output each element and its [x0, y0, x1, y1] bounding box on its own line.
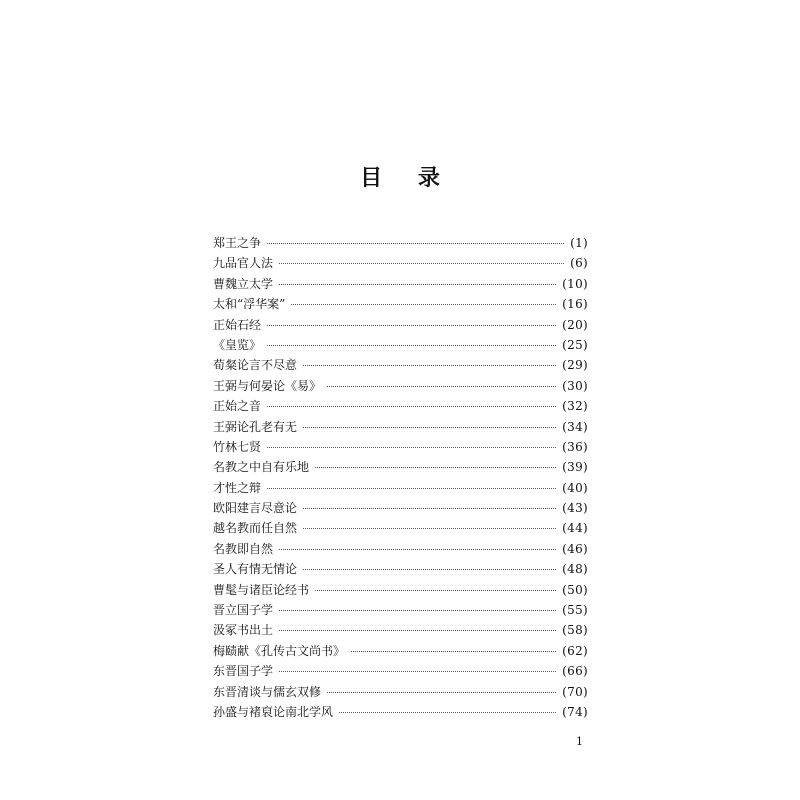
toc-entry	[213, 580, 588, 600]
toc-entry-page: (6)	[570, 256, 588, 271]
toc-entry-title: 郑王之争	[213, 236, 262, 250]
toc-entry-title: 才性之辩	[213, 480, 262, 495]
toc-dot-leader	[339, 712, 556, 713]
toc-dot-leader	[303, 569, 556, 570]
toc-entry	[213, 559, 588, 579]
table-of-contents	[213, 233, 588, 722]
toc-dot-leader	[291, 304, 556, 305]
toc-entry-title: 王弼论孔老有无	[213, 419, 298, 434]
toc-dot-leader	[267, 488, 556, 489]
toc-entry	[213, 355, 588, 375]
toc-entry-page: (29)	[562, 358, 588, 373]
toc-dot-leader	[303, 365, 556, 366]
toc-entry-page: (36)	[562, 439, 588, 454]
toc-entry-title: 名教即自然	[213, 541, 274, 556]
toc-entry-title: 欧阳建言尽意论	[213, 501, 298, 516]
toc-entry	[213, 539, 588, 559]
toc-entry-title: 名教之中自有乐地	[213, 460, 310, 475]
toc-entry-page: (30)	[562, 378, 588, 393]
toc-dot-leader	[267, 345, 556, 346]
toc-entry-page: (70)	[562, 684, 588, 699]
toc-entry	[213, 661, 588, 681]
toc-entry-title: 孙盛与褚裒论南北学风	[213, 704, 334, 719]
toc-entry-title: 王弼与何晏论《易》	[213, 378, 322, 393]
toc-entry-page: (43)	[562, 501, 588, 516]
toc-entry	[213, 253, 588, 273]
toc-dot-leader	[303, 508, 556, 509]
toc-entry	[213, 457, 588, 477]
toc-entry-page: (20)	[562, 317, 588, 332]
toc-entry	[213, 702, 588, 722]
toc-entry-page: (34)	[562, 419, 588, 434]
toc-entry	[213, 315, 588, 335]
toc-dot-leader	[267, 325, 556, 326]
toc-entry	[213, 498, 588, 518]
toc-entry-page: (74)	[562, 704, 588, 719]
toc-entry	[213, 376, 588, 396]
toc-entry-page: (1)	[570, 236, 588, 250]
toc-dot-leader	[279, 630, 556, 631]
toc-dot-leader	[327, 692, 556, 693]
toc-entry-title: 汲冢书出土	[213, 623, 274, 638]
toc-entry	[213, 641, 588, 661]
toc-dot-leader	[315, 467, 556, 468]
toc-entry-page: (10)	[562, 276, 588, 291]
toc-entry-page: (46)	[562, 541, 588, 556]
toc-dot-leader	[327, 386, 556, 387]
toc-entry	[213, 682, 588, 702]
toc-dot-leader	[303, 427, 556, 428]
toc-entry-page: (62)	[562, 643, 588, 658]
toc-entry-page: (55)	[562, 603, 588, 618]
toc-entry-page: (44)	[562, 521, 588, 536]
toc-entry	[213, 294, 588, 314]
toc-dot-leader	[279, 671, 556, 672]
toc-entry-title: 正始石经	[213, 317, 262, 332]
toc-entry	[213, 233, 588, 253]
toc-entry-title: 《皇览》	[213, 337, 262, 352]
toc-entry-page: (16)	[562, 297, 588, 312]
toc-entry	[213, 417, 588, 437]
toc-entry	[213, 396, 588, 416]
toc-entry	[213, 478, 588, 498]
toc-dot-leader	[279, 263, 564, 264]
toc-entry	[213, 274, 588, 294]
toc-entry-page: (48)	[562, 562, 588, 577]
toc-entry	[213, 620, 588, 640]
toc-entry-title: 晋立国子学	[213, 603, 274, 618]
toc-entry-title: 曹魏立太学	[213, 276, 274, 291]
toc-dot-leader	[267, 406, 556, 407]
toc-dot-leader	[279, 549, 556, 550]
toc-entry-page: (32)	[562, 399, 588, 414]
toc-entry-page: (40)	[562, 480, 588, 495]
toc-entry-page: (50)	[562, 582, 588, 597]
toc-dot-leader	[303, 528, 556, 529]
toc-dot-leader	[267, 243, 564, 244]
toc-entry-title: 东晋清谈与儒玄双修	[213, 684, 322, 699]
toc-dot-leader	[351, 651, 556, 652]
toc-entry-page: (39)	[562, 460, 588, 475]
toc-entry-title: 九品官人法	[213, 256, 274, 271]
toc-entry-page: (58)	[562, 623, 588, 638]
toc-entry-title: 荀粲论言不尽意	[213, 358, 298, 373]
toc-entry	[213, 518, 588, 538]
page-number: 1	[576, 735, 583, 748]
toc-entry-title: 越名教而任自然	[213, 521, 298, 536]
toc-entry-page: (25)	[562, 337, 588, 352]
toc-entry-title: 竹林七贤	[213, 439, 262, 454]
toc-dot-leader	[315, 590, 556, 591]
toc-entry	[213, 600, 588, 620]
toc-entry	[213, 335, 588, 355]
toc-entry-title: 正始之音	[213, 399, 262, 414]
toc-dot-leader	[279, 610, 556, 611]
toc-entry-title: 太和“浮华案”	[213, 297, 286, 312]
toc-entry-title: 曹髦与诸臣论经书	[213, 582, 310, 597]
toc-entry-title: 圣人有情无情论	[213, 562, 298, 577]
toc-entry-title: 梅赜献《孔传古文尚书》	[213, 643, 346, 658]
toc-entry-page: (66)	[562, 664, 588, 679]
toc-entry-title: 东晋国子学	[213, 664, 274, 679]
toc-entry	[213, 437, 588, 457]
toc-dot-leader	[267, 447, 556, 448]
page-title: 目 录	[360, 164, 454, 191]
toc-dot-leader	[279, 284, 556, 285]
